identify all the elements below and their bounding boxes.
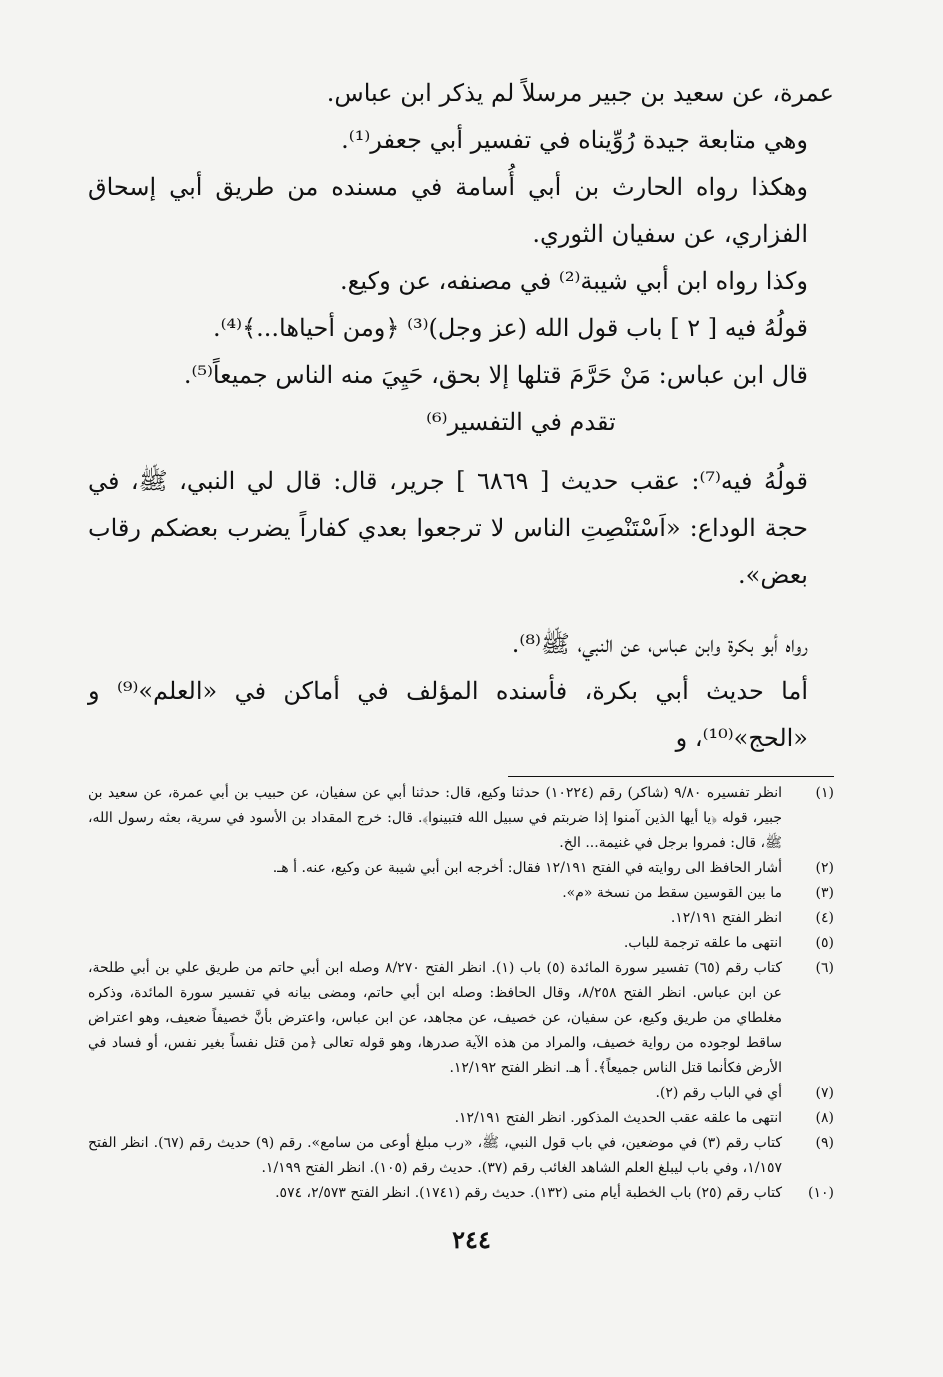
text-line-1: عمرة، عن سعيد بن جبير مرسلاً لم يذكر ابن عباس. [326,79,834,107]
main-text [88,70,834,762]
text-line-7: تقدم في التفسير⁽⁶⁾ [426,408,616,436]
spacer [88,446,834,458]
footnote-number: (٥) [815,935,834,951]
text-line-6: قال ابن عباس: مَنْ حَرَّمَ قتلها إلا بحق، حَيِيَ منه الناس جميعاً⁽⁵⁾. [183,361,808,389]
footnote-text: انظر الفتح ١٢/١٩١. [670,910,782,926]
footnote [88,1106,834,1131]
footnote-number: (٩) [815,1135,834,1151]
text-line-9: رواه أبو بكرة وابن عباس، عن النبي، ﷺ⁽⁸⁾. [511,630,808,658]
text-paragraph-hadith: قولُهُ فيه⁽⁷⁾: عقب حديث [ ٦٨٦٩ ] جرير، قال: قال لي النبي، ﷺ، في حجة الوداع: «اَسْتَنْصِتِ الناس لا ترجعوا بعدي كفاراً يضرب بعضكم رقاب بعض». [88,467,809,589]
footnote-text: أشار الحافظ الى روايته في الفتح ١٢/١٩١ فقال: أخرجه ابن أبي شيبة عن وكيع، عنه. أ هـ. [272,860,782,876]
text-line-3: وهكذا رواه الحارث بن أبي أُسامة في مسنده من طريق أبي إسحاق الفزاري، عن سفيان الثوري. [88,173,808,248]
footnote [88,1181,834,1206]
text-line-2: وهي متابعة جيدة رُوِّيناه في تفسير أبي جعفر⁽¹⁾. [341,126,808,154]
footnote-number: (٨) [815,1110,834,1126]
footnote-separator [508,776,834,777]
footnote [88,856,834,881]
footnote-text: كتاب رقم (٦٥) تفسير سورة المائدة (٥) باب (١). انظر الفتح ٨/٢٧٠ وصله ابن أبي حاتم من طريق علي بن أبي طلحة، عن ابن عباس. انظر الفتح ٨/٢٥٨، وقال الحافظ: وصله ابن أبي حاتم، ومضى بيانه في تفسير سورة المائدة، وذكره مغلطاي من طريق وكيع، عن سفيان، عن خصيف، عن مجاهد، عن ابن عباس، واعترض بأنَّ خصيفاً ضعيف، وهو اعتراض ساقط لوجوده من رواية خصيف، والمراد من هذه الآية صدرها، وهو قوله تعالى ﴿من قتل نفساً بغير نفس، أو فساد في الأرض فكأنما قتل الناس جميعاً﴾. أ هـ. انظر الفتح ١٢/١٩٢. [88,960,783,1076]
footnote-text: أي في الباب رقم (٢). [655,1085,782,1101]
footnote-number: (٦) [815,960,834,976]
footnote [88,1131,834,1181]
footnote-number: (٤) [815,910,834,926]
footnote-number: (١) [815,785,834,801]
footnote [88,1081,834,1106]
footnote-number: (٢) [815,860,834,876]
footnote-number: (١٠) [808,1185,834,1201]
footnote-text: انظر تفسيره ٩/٨٠ (شاكر) رقم (١٠٢٢٤) حدثنا وكيع، قال: حدثنا أبي عن سفيان، عن حبيب بن أبي عمرة، عن سعيد بن جبير، قوله ﴿يا أيها الذين آمنوا إذا ضربتم في سبيل الله فتبينوا﴾. قال: خرج المقداد بن الأسود في سرية، بعثه رسول الله، ﷺ، قال: فمروا برجل في غنيمة... الخ. [88,785,783,851]
page-number: ٢٤٤ [452,1225,491,1254]
footnote [88,881,834,906]
footnote-text: كتاب رقم (٣) في موضعين، في باب قول النبي، ﷺ، «رب مبلغ أوعى من سامع». رقم (٩) حديث رقم (٦٧). انظر الفتح ١/١٥٧، وفي باب ليبلغ العلم الشاهد الغائب رقم (٣٧). حديث رقم (١٠٥). انظر الفتح ١/١٩٩. [88,1135,783,1176]
section-heading-2: قولُهُ فيه [ ٢ ] باب قول الله (عز وجل)⁽³⁾ ﴿ومن أحياها...﴾⁽⁴⁾. [213,314,808,342]
footnote-text: انتهى ما علقه ترجمة للباب. [623,935,782,951]
footnote [88,931,834,956]
footnote [88,956,834,1081]
footnote-number: (٧) [815,1085,834,1101]
book-page [88,70,834,1360]
text-line-4: وكذا رواه ابن أبي شيبة⁽²⁾ في مصنفه، عن وكيع. [340,267,808,295]
footnote-text: كتاب رقم (٢٥) باب الخطبة أيام منى (١٣٢). حديث رقم (١٧٤١). انظر الفتح ٢/٥٧٣، ٥٧٤. [275,1185,782,1201]
footnotes [88,781,834,1206]
spacer [88,599,834,621]
footnote [88,906,834,931]
footnote-number: (٣) [815,885,834,901]
footnote [88,781,834,856]
footnote-text: انتهى ما علقه عقب الحديث المذكور. انظر الفتح ١٢/١٩١. [454,1110,782,1126]
text-line-10: أما حديث أبي بكرة، فأسنده المؤلف في أماكن في «العلم»⁽⁹⁾ و «الحج»⁽¹⁰⁾، و [88,677,808,752]
footnote-text: ما بين القوسين سقط من نسخة «م». [562,885,782,901]
